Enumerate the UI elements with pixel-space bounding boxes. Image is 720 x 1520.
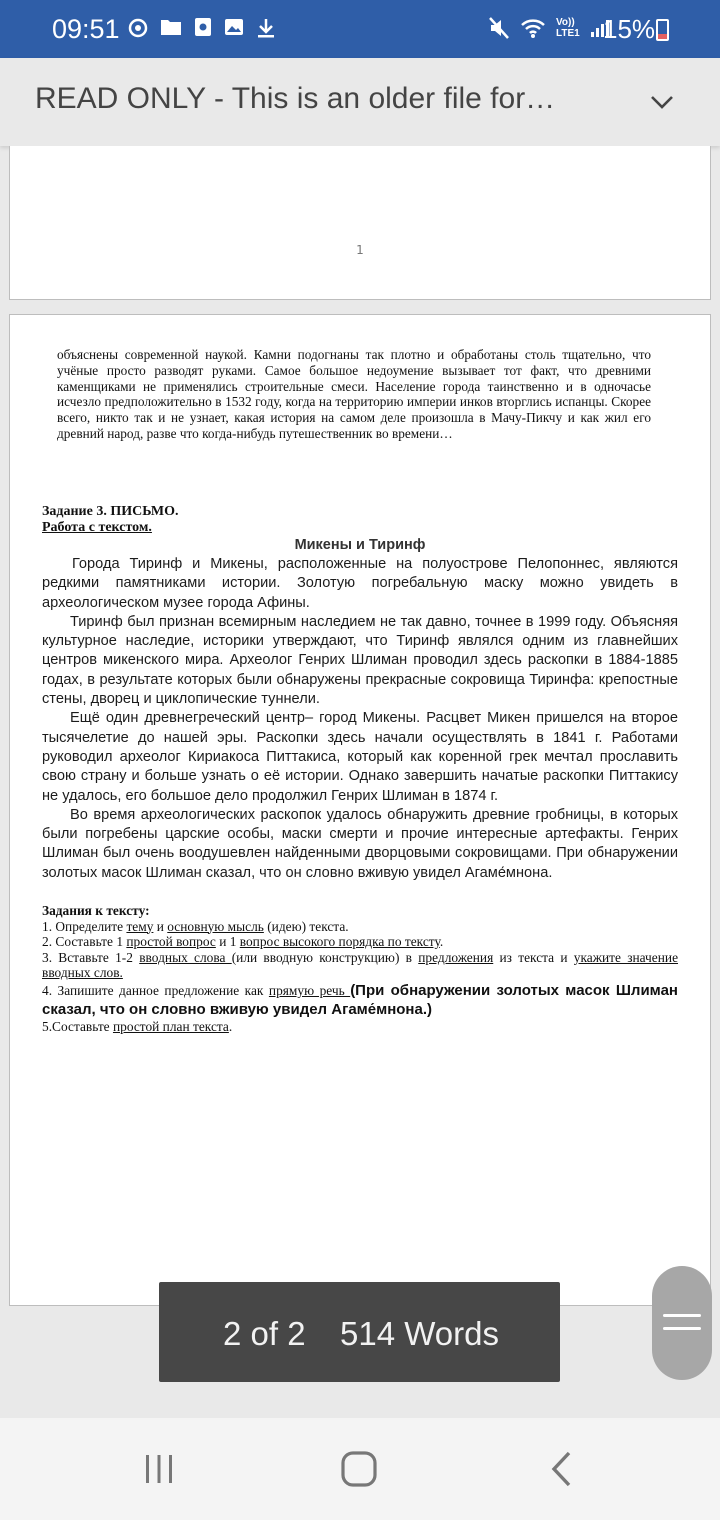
wifi-icon bbox=[520, 17, 546, 39]
questions-heading: Задания к тексту: bbox=[42, 903, 150, 918]
sync-icon bbox=[128, 17, 148, 39]
recents-icon[interactable] bbox=[142, 1452, 176, 1486]
network-label: Vo)) LTE1 bbox=[556, 17, 580, 39]
question-item: 3. Вставьте 1-2 вводных слова (или вводную конструкцию) в предложения из текста и укажите значение вводных слов. bbox=[42, 949, 679, 981]
task-heading: Задание 3. ПИСЬМО. bbox=[42, 504, 179, 519]
home-icon[interactable] bbox=[340, 1450, 378, 1488]
word-count: 514 Words bbox=[340, 1315, 499, 1352]
paragraph: Города Тиринф и Микены, расположенные на полуострове Пелопоннес, являются редкими памятниками истории. Золотую погребальную маску можно увидеть в археологическом музее города Афины. bbox=[42, 556, 678, 611]
scroll-handle[interactable] bbox=[652, 1266, 712, 1380]
storage-icon bbox=[194, 17, 212, 37]
page-number: 1 bbox=[356, 243, 364, 257]
text-title: Микены и Тиринф bbox=[294, 537, 426, 553]
paragraph: Ещё один древнегреческий центр– город Микены. Расцвет Микен пришелся на второе тысячелетие до нашей эры. Раскопки здесь начали осуществлять в 1841 г. Работами руководил археолог Кириакоса Питтакиса, который как коренной грек мечтал прославить свою страну и больше узнать о её истории. Однако завершить начатые раскопки Питтакису не удалось, его большое дело продолжил Генрих Шлиман в 1874 г. bbox=[42, 710, 678, 804]
document-title: READ ONLY - This is an older file for… bbox=[35, 82, 556, 115]
question-item: 5.Составьте простой план текста. bbox=[42, 1018, 233, 1034]
question-item: 1. Определите тему и основную мысль (идею) текста. bbox=[42, 918, 349, 934]
download-icon bbox=[256, 17, 276, 39]
title-bar bbox=[0, 58, 720, 146]
system-icons bbox=[488, 16, 610, 40]
paragraph: Тиринф был признан всемирным наследием не так давно, точнее в 1999 году. Объясняя культурное наследие, историки утверждают, что Тиринф являлся одним из главнейших центров микенского мира. Археолог Генрих Шлиман проводил здесь раскопки в 1884-1885 годах, в результате которых были обнаружены прекрасные сокровища Тиринфа: крепостные стены, дворец и циклопические туннели. bbox=[42, 613, 678, 708]
folder-icon bbox=[160, 17, 182, 37]
notification-icons bbox=[128, 17, 276, 39]
image-icon bbox=[224, 17, 244, 37]
document-page-1 bbox=[9, 146, 711, 300]
task-subheading: Работа с текстом. bbox=[42, 520, 152, 535]
back-icon[interactable] bbox=[548, 1450, 576, 1488]
page-count: 2 of 2 bbox=[223, 1315, 306, 1352]
battery-percent: 15% bbox=[603, 14, 656, 44]
question-item: 4. Запишите данное предложение как прямую речь (При обнаружении золотых масок Шлиман сказал, что он словно вживую увидел Агаме́мнона.) bbox=[42, 981, 678, 1018]
questions-list bbox=[42, 903, 678, 1035]
document-page-2[interactable] bbox=[9, 314, 711, 1306]
status-time: 09:51 bbox=[52, 14, 120, 44]
page-indicator bbox=[159, 1282, 560, 1382]
mute-icon bbox=[488, 16, 510, 40]
navigation-bar bbox=[0, 1418, 720, 1520]
question-item: 2. Составьте 1 простой вопрос и 1 вопрос высокого порядка по тексту. bbox=[42, 934, 444, 950]
text-body bbox=[42, 555, 678, 883]
battery-icon bbox=[656, 19, 669, 41]
handle-line bbox=[663, 1314, 701, 1317]
status-bar bbox=[0, 0, 720, 58]
paragraph: Во время археологических раскопок удалось обнаружить древние гробницы, в которых были погребены царские особы, маски смерти и прочие интересные артефакты. Генрих Шлиман был очень воодушевлен найденными дворцовыми сокровищами. При обнаружении золотых масок Шлиман сказал, что он словно вживую увидел Агаме́мнона. bbox=[42, 806, 678, 881]
chevron-down-icon[interactable] bbox=[648, 88, 676, 116]
intro-paragraph: объяснены современной наукой. Камни подогнаны так плотно и обработаны столь тщательно, что учёные просто разводят руками. Самое большое недоумение вызывает тот факт, что древними каменщиками не применялись строительные смеси. Население города таинственно и в одночасье исчезло предположительно в 1532 году, когда на территорию империи инков вторглись испанцы. Скорее всего, никто так и не узнает, какая история на самом деле произошла в Мачу-Пикчу и как жил его древний народ, разве что когда-нибудь путешественник во времени… bbox=[57, 347, 651, 441]
handle-line bbox=[663, 1327, 701, 1330]
